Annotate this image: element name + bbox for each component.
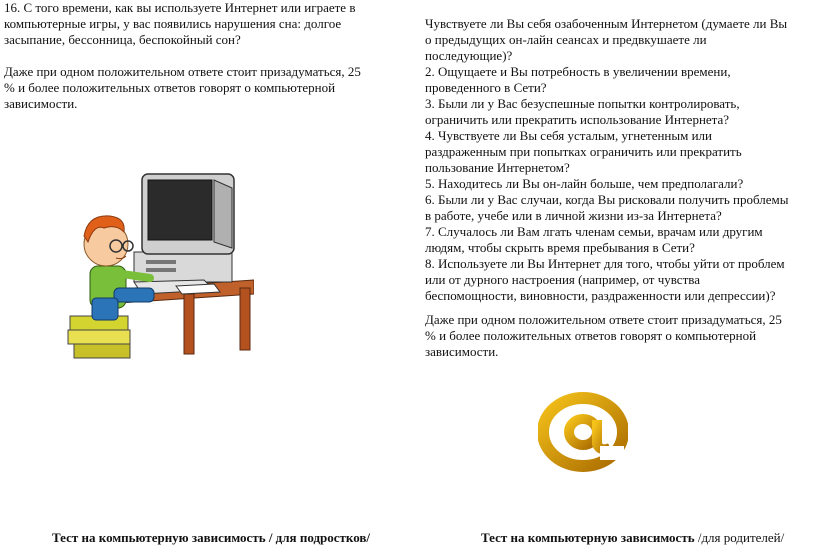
footer-right-normal: /для родителей/ — [697, 530, 785, 545]
text-line: в работе, учебе или в личной жизни из-за Интернета? — [425, 208, 722, 223]
text-line: людям, чтобы скрыть время пребывания в Сети? — [425, 240, 695, 255]
boy-at-computer-icon — [64, 170, 254, 365]
footer-title-teens: Тест на компьютерную зависимость / для подростков/ — [52, 530, 371, 545]
note-line: % и более положительных ответов говорят о компьютерной — [425, 328, 757, 343]
text-line: компьютерные игры, у вас появились нарушения сна: долгое — [4, 16, 342, 31]
text-line: раздраженным при попытках ограничить или прекратить — [425, 144, 742, 159]
text-line: беспомощности, виновности, раздраженности или депрессии)? — [425, 288, 776, 303]
text-line: последующие)? — [425, 48, 513, 63]
note-line: % и более положительных ответов говорят о компьютерной — [4, 80, 336, 95]
text-line: 5. Находитесь ли Вы он-лайн больше, чем предполагали? — [425, 176, 744, 191]
left-note — [4, 64, 368, 112]
text-line: 16. С того времени, как вы используете Интернет или играете в — [4, 0, 356, 15]
at-sign-icon — [538, 392, 628, 472]
text-line: или от дурного настроения (например, от чувства — [425, 272, 700, 287]
right-note — [425, 312, 801, 360]
text-line: засыпание, бессонница, беспокойный сон? — [4, 32, 241, 47]
text-line: ограничить или прекратить использование Интернета? — [425, 112, 730, 127]
footer-right-bold: Тест на компьютерную зависимость — [481, 530, 695, 545]
text-line: 4. Чувствуете ли Вы себя усталым, угнетенным или — [425, 128, 713, 143]
text-line: проведенного в Сети? — [425, 80, 547, 95]
text-line: 3. Были ли у Вас безуспешные попытки контролировать, — [425, 96, 740, 111]
text-line: пользование Интернетом? — [425, 160, 570, 175]
text-line: 8. Используете ли Вы Интернет для того, чтобы уйти от проблем — [425, 256, 785, 271]
text-line: Чувствуете ли Вы себя озабоченным Интернетом (думаете ли Вы — [425, 16, 788, 31]
text-line: о предыдущих он-лайн сеансах и предвкушаете ли — [425, 32, 707, 47]
note-line: зависимости. — [425, 344, 499, 359]
text-line: 2. Ощущаете и Вы потребность в увеличении времени, — [425, 64, 731, 79]
note-line: Даже при одном положительном ответе стоит призадуматься, 25 — [4, 64, 361, 79]
note-line: зависимости. — [4, 96, 78, 111]
footer-title-parents — [481, 530, 784, 546]
text-line: 6. Были ли у Вас случаи, когда Вы рисковали получить проблемы — [425, 192, 789, 207]
note-line: Даже при одном положительном ответе стоит призадуматься, 25 — [425, 312, 782, 327]
text-line: 7. Случалось ли Вам лгать членам семьи, врачам или другим — [425, 224, 763, 239]
left-question — [4, 0, 368, 48]
right-questions — [425, 16, 813, 304]
